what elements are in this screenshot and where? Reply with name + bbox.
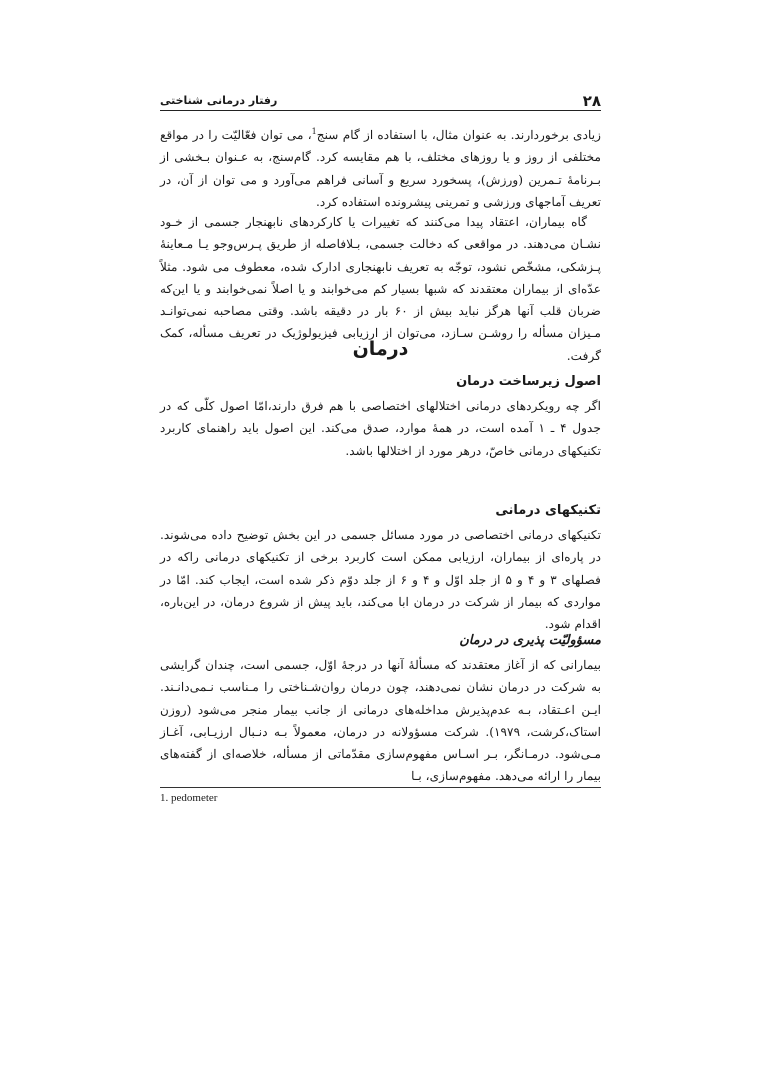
section-title: درمان xyxy=(352,338,409,360)
subsection-1-paragraph: اگر چه رویکردهای درمانی اختلالهای اختصاصی با هم فرق دارند،امّا اصول کلّی که در جدول ۴ ـ ۱ آمده است، در همهٔ موارد، صدق می‌کند. این اصول باید راهنمای کاربرد تکنیکهای درمانی خاصّ، درهر مورد از اختلالها باشد. xyxy=(160,399,601,458)
paragraph-1 xyxy=(160,121,601,213)
subsection-heading-3: مسؤولیّت پذیری در درمان xyxy=(459,633,601,648)
footnote: 1. pedometer xyxy=(160,792,218,804)
subsection-heading-1: اصول زیرساخت درمان xyxy=(456,374,601,389)
paragraph-1-text: زیادی برخوردارند. به عنوان مثال، با استفاده از گام سنج xyxy=(316,128,601,143)
subsection-2-paragraph: تکنیکهای درمانی اختصاصی در مورد مسائل جسمی در این بخش توضیح داده می‌شوند. در پاره‌ای از بیماران، ارزیابی ممکن است کاربرد برخی از تکنیکهای درمانی راکه در فصلهای ۳ و ۴ و ۵ از جلد اوّل و ۴ و ۶ از جلد دوّم ذکر شده است، ایجاب کند. امّا در مواردی که بیمار از شرکت در درمان ابا می‌کند، باید پیش از شروع درمان، در این‌باره، اقدام شود. xyxy=(160,528,601,632)
page-number: ۲۸ xyxy=(582,92,601,110)
header-rule xyxy=(160,110,601,111)
subsection-3-text xyxy=(160,654,601,788)
subsection-1-text xyxy=(160,395,601,462)
footnote-marker: 1 xyxy=(311,127,317,136)
paragraph-2-text: گاه بیماران، اعتقاد پیدا می‌کنند که تغییرات یا کارکردهای نابهنجار جسمی از خـود نشـان می‌دهند. در مواقعی که دخالت جسمی، بـلافاصله از طریق پـرس‌وجو یـا مـعاینهٔ پـزشکی، مشخّص نشود، توجّه به تعریف نابهنجاری ادارک شده، معطوف می شود. مثلاً عدّه‌ای از بیماران معتقدند که شبها بسیار کم می‌خوابند و یا اصلاً نمی‌خوابند و یا این‌که ضربان قلب آنها هرگز نباید بیش از ۶۰ بار در دقیقه باشد. وقتی مصاحبه نمی‌توانـد مـیزان مسأله را روشـن سـازد، می‌توان از ارزیابی فیزیولوژیک در تعریف مسأله، کمک گرفت. xyxy=(160,215,601,363)
subsection-3-paragraph: بیمارانی که از آغاز معتقدند که مسألهٔ آنها در درجهٔ اوّل، جسمی است، چندان گرایشی به شرکت در درمان نشان نمی‌دهند، چون درمان روان‌شـناختی را مـناسب نـمی‌دانـند. ایـن اعـتقاد، بـه عدم‌پذیرش مداخله‌های درمانی از جانب بیمار منجر می‌شود (روزن استاک،کرشت، ۱۹۷۹). شرکت مسؤولانه در درمان، معمولاً بـه دنـبال ارزیـابی، آغـاز مـی‌شود. درمـانگر، بـر اسـاس مفهوم‌سازی مقدّماتی از مسأله، خلاصه‌ای از گفته‌های بیمار را ارائه می‌دهد. مفهوم‌سازی، بـا xyxy=(160,658,601,784)
paragraph-1-rest: ، می توان فعّالیّت را در مواقع مختلفی از روز و یا روزهای مختلف، با هم مقایسه کرد. گام‌سنج، به عـنوان بـخشی از بـرنامهٔ تـمرین (ورزش)، پسخورد سریع و آسانی فراهم می‌آورد و می توان از آن، در تعریف آماجهای ورزشی و تمرینی پیشرونده استفاده کرد. xyxy=(160,128,601,209)
subsection-2-text xyxy=(160,524,601,635)
running-title: رفتار درمانی شناختی xyxy=(160,94,278,107)
subsection-heading-2: تکنیکهای درمانی xyxy=(495,503,601,518)
footnote-rule xyxy=(160,787,601,788)
